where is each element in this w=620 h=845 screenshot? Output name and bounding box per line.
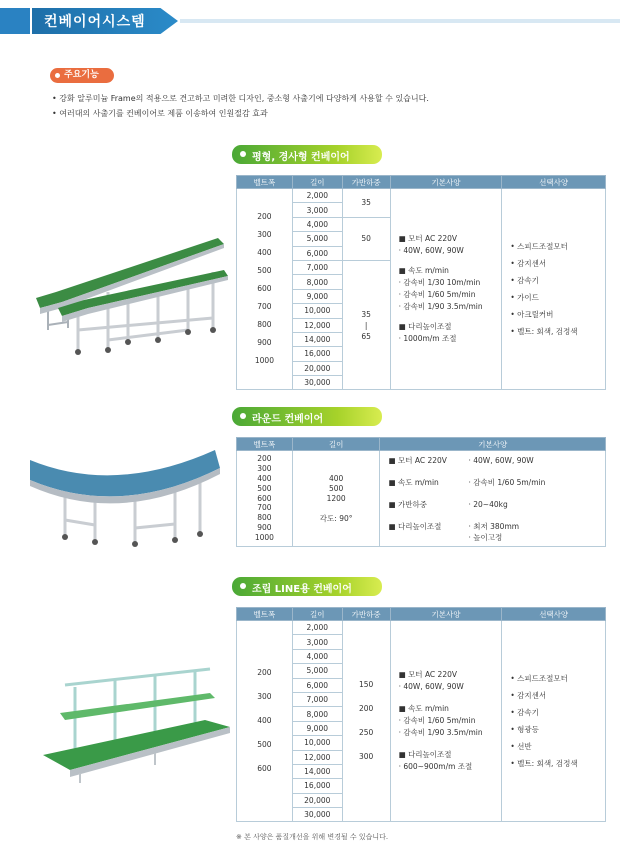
incline-conveyor-image bbox=[28, 230, 233, 365]
option-line: • 형광등 bbox=[510, 725, 539, 735]
line-spec-table bbox=[236, 607, 606, 822]
length-cell: 2,000 bbox=[292, 621, 342, 635]
length-value: 500 bbox=[328, 483, 344, 493]
width-value: 300 bbox=[257, 230, 272, 240]
length-cell: 7,000 bbox=[292, 260, 342, 274]
spec-value: · 40W, 60W, 90W bbox=[468, 455, 534, 465]
length-cell bbox=[292, 451, 380, 547]
length-value: 1200 bbox=[326, 493, 346, 503]
section-title: 조립 LINE용 컨베이어 bbox=[252, 584, 352, 595]
features-badge: 주요기능 bbox=[50, 68, 114, 83]
length-cell: 10,000 bbox=[292, 304, 342, 318]
spec-line: ■ 모터 AC 220V bbox=[398, 670, 458, 680]
section-header-round bbox=[232, 407, 382, 426]
col-header: 길이 bbox=[292, 438, 380, 451]
width-value: 900 bbox=[257, 338, 272, 348]
spec-line: · 40W, 60W, 90W bbox=[398, 246, 464, 256]
flat-spec-table bbox=[236, 175, 606, 390]
length-cell: 16,000 bbox=[292, 347, 342, 361]
col-header: 기본사양 bbox=[390, 176, 502, 189]
length-cell: 12,000 bbox=[292, 318, 342, 332]
width-value: 200 bbox=[257, 212, 272, 222]
option-spec-cell bbox=[502, 621, 606, 822]
col-header: 벨트폭 bbox=[237, 608, 293, 621]
length-cell: 7,000 bbox=[292, 692, 342, 706]
spec-value: · 높이고정 bbox=[468, 532, 503, 542]
spec-line: · 40W, 60W, 90W bbox=[398, 682, 464, 692]
length-cell: 8,000 bbox=[292, 707, 342, 721]
spec-line: ■ 속도 m/min bbox=[398, 266, 449, 276]
round-conveyor-image bbox=[25, 440, 225, 550]
length-cell: 14,000 bbox=[292, 764, 342, 778]
length-cell: 30,000 bbox=[292, 376, 342, 390]
length-value: 400 bbox=[328, 473, 344, 483]
width-value: 800 bbox=[257, 320, 272, 330]
length-cell: 12,000 bbox=[292, 750, 342, 764]
option-line: • 감속기 bbox=[510, 708, 539, 718]
width-value: 700 bbox=[257, 302, 272, 312]
option-line: • 스피드조절모터 bbox=[510, 674, 568, 684]
load-cell: 35 bbox=[342, 189, 390, 218]
option-line: • 선반 bbox=[510, 742, 532, 752]
width-value: 1000 bbox=[254, 356, 274, 366]
length-cell: 16,000 bbox=[292, 779, 342, 793]
section-title: 라운드 컨베이어 bbox=[252, 414, 324, 425]
angle-value: 각도: 90° bbox=[319, 513, 353, 523]
round-spec-table bbox=[236, 437, 606, 547]
spec-line: · 감속비 1/30 10m/min bbox=[398, 278, 481, 288]
footnote: ※ 본 사양은 품질개선을 위해 변경될 수 있습니다. bbox=[236, 833, 389, 841]
width-cell bbox=[237, 189, 293, 390]
width-value: 600 bbox=[257, 493, 272, 503]
width-value: 800 bbox=[257, 513, 272, 523]
spec-value: · 최저 380mm bbox=[468, 521, 520, 531]
spec-line: ■ 속도 m/min bbox=[398, 704, 449, 714]
spec-line: · 감속비 1/90 3.5m/min bbox=[398, 302, 483, 312]
option-line: • 벨트: 회색, 검정색 bbox=[510, 759, 578, 769]
width-value: 400 bbox=[257, 716, 272, 726]
width-value: 300 bbox=[257, 464, 272, 474]
spec-line: · 감속비 1/90 3.5m/min bbox=[398, 728, 483, 738]
spec-line: · 1000m/m 조절 bbox=[398, 334, 457, 344]
col-header: 길이 bbox=[292, 608, 342, 621]
load-cell bbox=[342, 260, 390, 390]
basic-spec-cell bbox=[390, 621, 502, 822]
spec-label: ■ 가반하중 bbox=[388, 499, 427, 509]
option-line: • 감지센서 bbox=[510, 259, 547, 269]
spec-line: · 감속비 1/60 5m/min bbox=[398, 290, 476, 300]
spec-value: · 20~40kg bbox=[468, 499, 508, 509]
load-value: 300 bbox=[359, 752, 374, 762]
page-title: 컨베이어시스템 bbox=[44, 14, 146, 30]
width-value: 600 bbox=[257, 284, 272, 294]
length-cell: 6,000 bbox=[292, 678, 342, 692]
col-header: 길이 bbox=[292, 176, 342, 189]
load-value: 65 bbox=[361, 331, 371, 341]
option-line: • 가이드 bbox=[510, 293, 539, 303]
width-value: 200 bbox=[257, 454, 272, 464]
width-value: 900 bbox=[257, 522, 272, 532]
spec-label: ■ 속도 m/min bbox=[388, 477, 439, 487]
col-header: 선택사양 bbox=[502, 608, 606, 621]
width-value: 500 bbox=[257, 266, 272, 276]
length-cell: 5,000 bbox=[292, 664, 342, 678]
length-cell: 30,000 bbox=[292, 808, 342, 822]
width-value: 400 bbox=[257, 474, 272, 483]
length-cell: 3,000 bbox=[292, 635, 342, 649]
section-title: 평형, 경사형 컨베이어 bbox=[252, 152, 350, 163]
length-cell: 5,000 bbox=[292, 232, 342, 246]
section-header-flat bbox=[232, 145, 382, 164]
spec-line: · 600~900m/m 조절 bbox=[398, 762, 473, 772]
length-cell: 20,000 bbox=[292, 361, 342, 375]
load-cell bbox=[342, 621, 390, 822]
length-cell: 2,000 bbox=[292, 189, 342, 203]
load-value: 150 bbox=[359, 680, 374, 690]
load-value: 35 bbox=[361, 309, 371, 319]
spec-value: · 감속비 1/60 5m/min bbox=[468, 477, 546, 487]
width-cell bbox=[237, 451, 293, 547]
length-cell: 8,000 bbox=[292, 275, 342, 289]
width-value: 400 bbox=[257, 248, 272, 258]
load-value: 250 bbox=[359, 728, 374, 738]
width-value: 500 bbox=[257, 483, 272, 493]
length-cell: 20,000 bbox=[292, 793, 342, 807]
width-value: 600 bbox=[257, 764, 272, 774]
option-line: • 벨트: 회색, 검정색 bbox=[510, 327, 578, 337]
load-value: 200 bbox=[359, 704, 374, 714]
length-cell: 9,000 bbox=[292, 289, 342, 303]
spec-label: ■ 다리높이조절 bbox=[388, 521, 442, 531]
spec-label: ■ 모터 AC 220V bbox=[388, 455, 447, 465]
feature-item: • 강화 알루미늄 Frame의 적용으로 견고하고 미려한 디자인, 중소형 사출기에 다양하게 사용할 수 있습니다. bbox=[52, 94, 429, 103]
option-line: • 감지센서 bbox=[510, 691, 547, 701]
page-banner bbox=[0, 8, 620, 34]
spec-line: · 감속비 1/60 5m/min bbox=[398, 716, 476, 726]
col-header: 벨트폭 bbox=[237, 438, 293, 451]
length-cell: 4,000 bbox=[292, 217, 342, 231]
length-cell: 3,000 bbox=[292, 203, 342, 217]
option-spec-cell bbox=[502, 189, 606, 390]
section-header-line bbox=[232, 577, 382, 596]
width-cell bbox=[237, 621, 293, 822]
load-cell: 50 bbox=[342, 217, 390, 260]
banner-left-block bbox=[0, 8, 30, 34]
width-value: 700 bbox=[257, 503, 272, 513]
length-cell: 9,000 bbox=[292, 721, 342, 735]
length-cell: 6,000 bbox=[292, 246, 342, 260]
col-header: 가반하중 bbox=[342, 608, 390, 621]
basic-spec-cell bbox=[390, 189, 502, 390]
length-cell: 10,000 bbox=[292, 736, 342, 750]
spec-line: ■ 모터 AC 220V bbox=[398, 234, 458, 244]
option-line: • 감속기 bbox=[510, 276, 539, 286]
width-value: 500 bbox=[257, 740, 272, 750]
spec-line: ■ 다리높이조절 bbox=[398, 750, 452, 760]
width-value: 1000 bbox=[254, 532, 274, 542]
col-header: 가반하중 bbox=[342, 176, 390, 189]
length-cell: 14,000 bbox=[292, 332, 342, 346]
assembly-line-conveyor-image bbox=[35, 665, 235, 785]
option-line: • 스피드조절모터 bbox=[510, 242, 568, 252]
col-header: 기본사양 bbox=[380, 438, 606, 451]
banner-rule bbox=[180, 19, 620, 23]
spec-line: ■ 다리높이조절 bbox=[398, 322, 452, 332]
width-value: 200 bbox=[257, 668, 272, 678]
length-cell: 4,000 bbox=[292, 649, 342, 663]
width-value: 300 bbox=[257, 692, 272, 702]
col-header: 선택사양 bbox=[502, 176, 606, 189]
feature-item: • 여러대의 사출기를 컨베이어로 제품 이송하여 인원절감 효과 bbox=[52, 109, 268, 118]
col-header: 기본사양 bbox=[390, 608, 502, 621]
col-header: 벨트폭 bbox=[237, 176, 293, 189]
basic-spec-cell bbox=[380, 451, 606, 547]
option-line: • 아크릴커버 bbox=[510, 310, 554, 320]
load-value: | bbox=[364, 320, 368, 330]
